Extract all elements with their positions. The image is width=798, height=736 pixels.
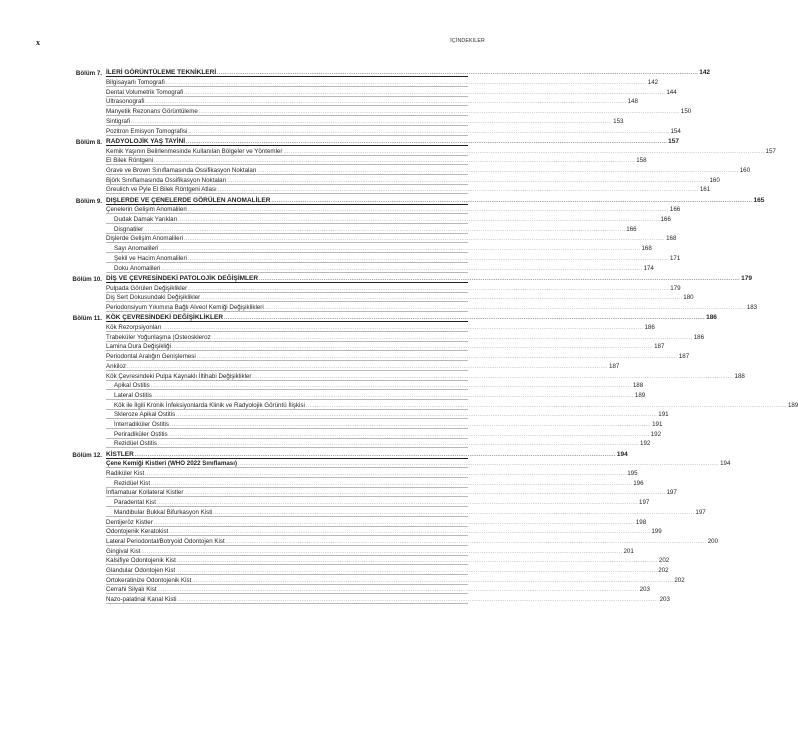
toc-page-number: 186 <box>693 333 705 341</box>
toc-entry-title: Ortokeratinize Odontojenik Kist <box>106 576 192 584</box>
toc-entry-line <box>106 98 638 106</box>
toc-entry-title: İnterradiküler Ostitis <box>114 420 170 428</box>
dot-leader: .................................................................................................................................................................................................................................................................... <box>126 363 609 369</box>
toc-entry-row <box>52 565 669 575</box>
toc-entry-title: Dudak Damak Yarıkları <box>114 216 178 224</box>
toc-entry-title: Lateral Periodontal/Botryoid Odontojen Kist <box>106 537 225 545</box>
toc-entry-line <box>106 508 706 517</box>
toc-entry-row <box>52 283 681 293</box>
dot-leader: .................................................................................................................................................................................................................................................................... <box>153 519 635 525</box>
dot-leader: .................................................................................................................................................................................................................................................................... <box>217 187 699 193</box>
toc-entry-line <box>106 108 692 116</box>
toc-entry-line <box>106 586 650 594</box>
toc-entry-row <box>52 381 644 391</box>
toc-entry-title: Periodonsiyum Yıkımına Bağlı Alveol Kemiği Değişiklikleri <box>106 304 264 311</box>
toc-entry-line <box>106 499 650 507</box>
toc-page-number: 189 <box>787 401 798 409</box>
toc-entry-line <box>106 147 776 156</box>
toc-entry-row <box>52 351 690 361</box>
dot-leader: .................................................................................................................................................................................................................................................................... <box>257 167 739 173</box>
toc-entry-title: Kemik Yaşının Belirlenmesinde Kullanılan Bölgeler ve Yöntemler <box>106 147 283 155</box>
toc-entry-line <box>106 264 654 273</box>
toc-entry-line <box>106 137 680 146</box>
toc-page-number: 195 <box>627 470 638 478</box>
dot-leader: .................................................................................................................................................................................................................................................................... <box>154 158 636 164</box>
toc-entry-row <box>52 527 662 537</box>
dot-leader: .................................................................................................................................................................................................................................................................... <box>176 412 658 418</box>
toc-page-number: 166 <box>660 216 671 224</box>
dot-leader: .................................................................................................................................................................................................................................................................... <box>145 99 627 105</box>
toc-page-number: 197 <box>695 508 706 516</box>
toc-page-number: 203 <box>639 586 650 594</box>
toc-entry-line <box>106 343 665 351</box>
dot-leader: .................................................................................................................................................................................................................................................................... <box>176 558 658 564</box>
toc-entry-line <box>106 206 681 214</box>
toc-entry-row <box>52 332 705 342</box>
toc-entry-line <box>106 127 681 136</box>
toc-entry-row <box>52 253 681 263</box>
toc-entry-line <box>106 596 670 604</box>
dot-leader: .................................................................................................................................................................................................................................................................... <box>213 509 695 515</box>
toc-entry-title: Periradiküler Ostitis <box>114 430 168 438</box>
dot-leader: .................................................................................................................................................................................................................................................................... <box>157 441 640 447</box>
toc-entry-title: Şekil ve Hacim Anomalileri <box>114 254 187 262</box>
dot-leader: .................................................................................................................................................................................................................................................................... <box>144 226 626 232</box>
dot-leader: .................................................................................................................................................................................................................................................................... <box>161 265 643 271</box>
dot-leader: .................................................................................................................................................................................................................................................................... <box>259 275 741 281</box>
dot-leader: .................................................................................................................................................................................................................................................................... <box>188 285 670 291</box>
toc-entry-row <box>52 517 647 527</box>
toc-entry-row <box>52 468 638 478</box>
toc-entry-row <box>52 439 651 449</box>
toc-page-number: 197 <box>666 489 677 497</box>
toc-entry-line <box>106 353 690 361</box>
toc-entry-row <box>52 243 652 253</box>
toc-chapter-row <box>52 136 680 146</box>
dot-leader: .................................................................................................................................................................................................................................................................... <box>198 109 680 115</box>
toc-page-number: 142 <box>699 69 711 77</box>
chapter-number: Bölüm 12. <box>72 451 102 459</box>
toc-entry-row <box>52 116 624 126</box>
chapter-number: Bölüm 9. <box>75 197 102 205</box>
toc-entry-line <box>106 294 694 302</box>
dot-leader: .................................................................................................................................................................................................................................................................... <box>283 148 765 154</box>
toc-entry-title: Paradental Kist <box>114 499 156 507</box>
toc-entry-title: Diş Sert Dokusundaki Değişiklikler <box>106 294 201 302</box>
toc-entry-row <box>52 575 685 585</box>
toc-entry-title: Mandibular Bukkal Bifurkasyon Kisti <box>114 508 213 516</box>
toc-page-number: 179 <box>741 274 752 282</box>
toc-entry-row <box>52 97 638 107</box>
toc-entry-row <box>52 214 671 224</box>
dot-leader: .................................................................................................................................................................................................................................................................... <box>156 500 639 506</box>
chapter-number: Bölüm 10. <box>72 275 102 283</box>
toc-entry-row <box>52 361 620 371</box>
toc-entry-line <box>106 362 620 371</box>
dot-leader: .................................................................................................................................................................................................................................................................... <box>227 177 709 183</box>
toc-entry-title: Glandular Odontojen Kist <box>106 566 176 574</box>
toc-entry-line <box>106 225 637 234</box>
toc-entry-line <box>106 284 681 293</box>
toc-page-number: 202 <box>658 566 669 574</box>
dot-leader: .................................................................................................................................................................................................................................................................... <box>224 315 706 321</box>
toc-entry-line <box>106 216 671 224</box>
toc-entry-title: Disgnatiler <box>114 225 144 233</box>
toc-entry-row <box>52 478 644 488</box>
toc-entry-row <box>52 165 751 175</box>
toc-entry-title: Manyetik Rezonans Görüntüleme <box>106 108 198 116</box>
toc-page-number: 188 <box>734 372 745 380</box>
toc-entry-row <box>52 302 758 312</box>
toc-entry-title: DIŞLERDE VE ÇENELERDE GÖRÜLEN ANOMALİLER <box>106 196 271 204</box>
toc-entry-title: KİSTLER <box>106 450 134 458</box>
toc-page-number: 166 <box>669 206 681 214</box>
toc-entry-row <box>52 429 662 439</box>
toc-entry-row <box>52 126 681 136</box>
toc-entry-title: Pulpada Görülen Değişiklikler <box>106 284 188 292</box>
toc-page-number: 154 <box>670 127 681 135</box>
dot-leader: .................................................................................................................................................................................................................................................................... <box>131 118 613 124</box>
toc-entry-title: İLERİ GÖRÜNTÜLEME TEKNİKLERİ <box>106 69 217 77</box>
toc-entry-line <box>106 547 634 556</box>
dot-leader: .................................................................................................................................................................................................................................................................... <box>264 305 746 310</box>
toc-page-number: 161 <box>699 186 711 194</box>
dot-leader: .................................................................................................................................................................................................................................................................... <box>211 334 693 340</box>
toc-entry-line <box>106 528 662 536</box>
toc-page-number: 187 <box>609 362 620 370</box>
toc-page-number: 157 <box>668 137 680 145</box>
toc-entry-line <box>106 157 647 165</box>
dot-leader: .................................................................................................................................................................................................................................................................... <box>225 538 707 544</box>
toc-entry-row <box>52 371 745 381</box>
toc-entry-row <box>52 234 677 244</box>
dot-leader: .................................................................................................................................................................................................................................................................... <box>192 577 674 583</box>
toc-chapter-row <box>52 273 752 283</box>
toc-entry-line <box>106 576 685 585</box>
toc-page-number: 142 <box>647 79 659 87</box>
toc-page-number: 165 <box>753 196 765 204</box>
toc-entry-row <box>52 497 650 507</box>
toc-entry-line <box>106 489 677 497</box>
toc-entry-row <box>52 205 681 215</box>
toc-entry-title: Rezidüel Kist <box>114 479 151 487</box>
toc-entry-title: RADYOLOJİK YAŞ TAYİNİ <box>106 137 186 145</box>
toc-entry-title: Bilgisayarlı Tomografi <box>106 79 165 87</box>
toc-page-number: 188 <box>632 382 644 390</box>
toc-entry-line <box>106 274 752 283</box>
toc-entry-title: Apikal Ostitis <box>114 382 150 390</box>
toc-page-number: 191 <box>658 411 669 419</box>
toc-entry-line <box>106 254 681 263</box>
toc-page-number: 186 <box>706 314 717 322</box>
toc-entry-row <box>52 459 731 469</box>
toc-page-number: 179 <box>670 284 681 292</box>
toc-entry-row <box>52 342 665 352</box>
toc-entry-title: Pozitron Emisyon Tomografisi <box>106 127 188 135</box>
toc-entry-row <box>52 546 634 556</box>
dot-leader: .................................................................................................................................................................................................................................................................... <box>168 431 650 437</box>
dot-leader: .................................................................................................................................................................................................................................................................... <box>178 217 660 223</box>
toc-entry-title: Ultrasonografi <box>106 98 145 106</box>
toc-entry-row <box>52 146 776 156</box>
toc-page-number: 192 <box>650 430 662 438</box>
dot-leader: .................................................................................................................................................................................................................................................................... <box>201 295 683 301</box>
toc-entry-row <box>52 106 692 116</box>
toc-entry-title: Gingival Kist <box>106 547 141 555</box>
toc-entry-title: Björk Sınıflamasında Ossifikasyon Noktaları <box>106 176 227 184</box>
dot-leader: .................................................................................................................................................................................................................................................................... <box>187 255 669 261</box>
toc-page-number: 144 <box>666 88 677 96</box>
toc-page-number: 194 <box>616 450 628 458</box>
toc-entry-title: DİŞ VE ÇEVRESİNDEKİ PATOLOJİK DEĞİŞİMLER <box>106 274 259 282</box>
dot-leader: .................................................................................................................................................................................................................................................................... <box>152 392 634 398</box>
toc-page-number: 189 <box>634 391 646 399</box>
toc-page-number: 157 <box>765 147 776 155</box>
dot-leader: .................................................................................................................................................................................................................................................................... <box>157 587 639 593</box>
toc-page-number: 187 <box>678 353 690 361</box>
toc-entry-line <box>106 401 798 410</box>
toc-page-number: 203 <box>659 596 670 604</box>
dot-leader: .................................................................................................................................................................................................................................................................... <box>159 246 641 252</box>
toc-entry-row <box>52 390 646 400</box>
dot-leader: .................................................................................................................................................................................................................................................................... <box>217 70 699 76</box>
toc-page-number: 199 <box>651 528 662 536</box>
toc-entry-line <box>106 333 705 342</box>
toc-page-number: 191 <box>652 420 663 428</box>
dot-leader: .................................................................................................................................................................................................................................................................... <box>271 197 753 203</box>
toc-entry-line <box>106 88 677 97</box>
toc-entry-line <box>106 557 670 565</box>
toc-entry-line <box>106 176 720 185</box>
toc-page-number: 202 <box>658 557 670 565</box>
toc-entry-row <box>52 263 654 273</box>
dot-leader: .................................................................................................................................................................................................................................................................... <box>165 80 647 86</box>
toc-chapter-row <box>52 448 628 459</box>
toc-entry-title: Çene Kemiği Kistleri (WHO 2022 Sınıflaması) <box>106 460 238 468</box>
toc-page-number: 180 <box>683 294 694 302</box>
toc-entry-row <box>52 536 719 546</box>
toc-entry-line <box>106 537 719 546</box>
toc-entry-title: Grave ve Brown Sınıflamasında Ossifikasyon Noktaları <box>106 166 257 174</box>
toc-entry-title: Dental Volumetrik Tomografi <box>106 88 184 96</box>
toc-entry-title: Sayı Anomalileri <box>114 245 159 253</box>
toc-chapter-row <box>52 194 765 205</box>
toc-page-number: 194 <box>720 460 731 468</box>
toc-page-number: 160 <box>709 176 720 184</box>
toc-page-number: 148 <box>627 98 638 106</box>
toc-page-number: 197 <box>639 499 650 507</box>
toc-entry-line <box>106 382 644 390</box>
toc-entry-row <box>52 77 659 87</box>
toc-entry-title: El Bilek Röntgeni <box>106 157 154 165</box>
toc-entry-line <box>106 79 659 87</box>
toc-entry-title: Skleroze Apikal Ostitis <box>114 411 176 419</box>
toc-entry-title: Dişlerde Gelişim Anomalileri <box>106 235 184 243</box>
toc-entry-title: Kök Rezorpsiyonları <box>106 324 162 332</box>
toc-entry-row <box>52 507 706 517</box>
toc-page-number: 166 <box>626 225 637 233</box>
dot-leader: .................................................................................................................................................................................................................................................................... <box>184 236 666 242</box>
toc-entry-row <box>52 400 798 410</box>
toc-entry-title: Dentijeröz Kistler <box>106 518 153 526</box>
toc-page-number: 200 <box>707 537 719 545</box>
toc-entry-row <box>52 293 694 303</box>
running-head: İÇİNDEKİLER <box>450 38 485 44</box>
toc-page-number: 196 <box>633 479 644 487</box>
dot-leader: .................................................................................................................................................................................................................................................................... <box>186 138 668 144</box>
toc-entry-title: Lamina Dura Değişikliği <box>106 343 171 351</box>
toc-entry-title: Kalsifiye Odontojenik Kist <box>106 557 176 565</box>
chapter-number: Bölüm 11. <box>72 315 102 323</box>
toc-entry-line <box>106 324 655 332</box>
toc-entry-title: Nazo-palatinal Kanal Kisti <box>106 596 177 604</box>
toc-entry-line <box>106 117 624 126</box>
dot-leader: .................................................................................................................................................................................................................................................................... <box>150 383 632 389</box>
toc-entry-row <box>52 185 711 195</box>
dot-leader: .................................................................................................................................................................................................................................................................... <box>177 597 659 603</box>
toc-page-number: 183 <box>746 304 758 311</box>
toc-page-number: 192 <box>640 440 651 448</box>
dot-leader: .................................................................................................................................................................................................................................................................... <box>184 490 666 496</box>
toc-chapter-row <box>52 312 717 323</box>
toc-entry-line <box>106 304 758 312</box>
toc-entry-row <box>52 585 650 595</box>
toc-entry-row <box>52 419 663 429</box>
toc-entry-row <box>52 322 655 332</box>
toc-page-number: 202 <box>674 576 685 584</box>
toc-page-number: 187 <box>654 343 665 351</box>
toc-entry-line <box>106 166 751 175</box>
toc-entry-title: Çenelerin Gelişim Anomalileri <box>106 206 187 214</box>
toc-page-number: 153 <box>613 117 624 125</box>
toc-entry-line <box>106 420 663 429</box>
dot-leader: .................................................................................................................................................................................................................................................................... <box>145 471 627 477</box>
toc-page-number: 158 <box>636 157 647 165</box>
toc-entry-row <box>52 87 677 97</box>
toc-entry-line <box>106 411 669 419</box>
toc-entry-line <box>106 470 638 478</box>
toc-entry-line <box>106 245 652 253</box>
toc-entry-line <box>106 440 651 448</box>
toc-page-number: 150 <box>680 108 692 116</box>
toc-entry-title: İnflamatuar Kollateral Kistler <box>106 489 184 497</box>
toc-entry-line <box>106 479 644 488</box>
toc-entry-row <box>52 175 720 185</box>
chapter-number: Bölüm 8. <box>75 138 102 146</box>
dot-leader: .................................................................................................................................................................................................................................................................... <box>172 344 654 350</box>
toc-entry-row <box>52 410 669 420</box>
toc-entry-title: Sintigrafi <box>106 117 131 125</box>
toc-entry-line <box>106 372 745 381</box>
toc-entry-line <box>106 430 662 439</box>
toc-entry-line <box>106 186 711 194</box>
dot-leader: .................................................................................................................................................................................................................................................................... <box>170 421 652 427</box>
toc-chapter-row <box>52 67 711 78</box>
toc-entry-title: Radiküler Kist <box>106 470 145 478</box>
toc-entry-row <box>52 594 670 604</box>
toc-entry-line <box>106 460 731 468</box>
toc-page-number: 168 <box>666 235 677 243</box>
toc-entry-line <box>106 518 647 527</box>
toc-entry-title: Lateral Ostitis <box>114 391 152 399</box>
dot-leader: .................................................................................................................................................................................................................................................................... <box>184 89 666 95</box>
toc-entry-title: Rezidüel Ostitis <box>114 440 157 448</box>
toc-page-number: 186 <box>644 324 655 332</box>
toc-entry-line <box>106 235 677 243</box>
toc-page-number: 160 <box>739 166 751 174</box>
dot-leader: .................................................................................................................................................................................................................................................................... <box>252 373 734 379</box>
toc-entry-row <box>52 156 647 166</box>
toc-entry-title: Kök Çevresindeki Pulpa Kaynaklı İltihabi Değişiklikler <box>106 372 252 380</box>
toc-page-number: 171 <box>669 254 681 262</box>
toc-entry-row <box>52 488 677 498</box>
table-of-contents <box>52 67 798 604</box>
dot-leader: .................................................................................................................................................................................................................................................................... <box>162 325 644 331</box>
dot-leader: .................................................................................................................................................................................................................................................................... <box>134 451 616 457</box>
toc-entry-row <box>52 224 637 234</box>
dot-leader: .................................................................................................................................................................................................................................................................... <box>238 461 720 467</box>
page-number: x <box>36 38 40 47</box>
toc-entry-line <box>106 450 628 459</box>
toc-entry-line <box>106 196 765 205</box>
toc-entry-line <box>106 69 711 77</box>
toc-entry-title: Periodontal Aralığın Genişlemesi <box>106 353 196 361</box>
chapter-number: Bölüm 7. <box>75 70 102 78</box>
dot-leader: .................................................................................................................................................................................................................................................................... <box>305 402 787 408</box>
toc-entry-title: Doku Anomalileri <box>114 264 161 272</box>
toc-entry-title: KÖK ÇEVRESİNDEKİ DEĞİŞİKLİKLER <box>106 314 224 322</box>
toc-entry-title: Cerrahi Silyalı Kist <box>106 586 157 594</box>
toc-page-number: 174 <box>643 264 654 272</box>
toc-entry-line <box>106 391 646 400</box>
toc-page-number: 168 <box>641 245 652 253</box>
dot-leader: .................................................................................................................................................................................................................................................................... <box>176 567 658 573</box>
dot-leader: .................................................................................................................................................................................................................................................................... <box>196 354 678 360</box>
toc-entry-title: Greulich ve Pyle El Bilek Röntgeni Atlası <box>106 186 217 194</box>
dot-leader: .................................................................................................................................................................................................................................................................... <box>188 128 670 134</box>
toc-entry-title: Trabeküler Yoğunlaşma (Osteoskleroz <box>106 333 211 341</box>
dot-leader: .................................................................................................................................................................................................................................................................... <box>187 207 669 213</box>
toc-entry-line <box>106 566 669 575</box>
toc-entry-line <box>106 314 717 322</box>
dot-leader: .................................................................................................................................................................................................................................................................... <box>141 548 623 554</box>
toc-entry-row <box>52 556 670 566</box>
toc-entry-title: Ankiloz <box>106 362 126 370</box>
toc-entry-title: Kök ile İlgili Kronik İnfeksiyonlarda Klinik ve Radyolojik Görüntü İlişkisi <box>114 401 305 409</box>
dot-leader: .................................................................................................................................................................................................................................................................... <box>151 480 633 486</box>
toc-entry-title: Odontojenik Keratokist <box>106 528 169 536</box>
dot-leader: .................................................................................................................................................................................................................................................................... <box>169 529 651 535</box>
toc-page-number: 201 <box>623 547 634 555</box>
toc-page-number: 198 <box>635 518 647 526</box>
